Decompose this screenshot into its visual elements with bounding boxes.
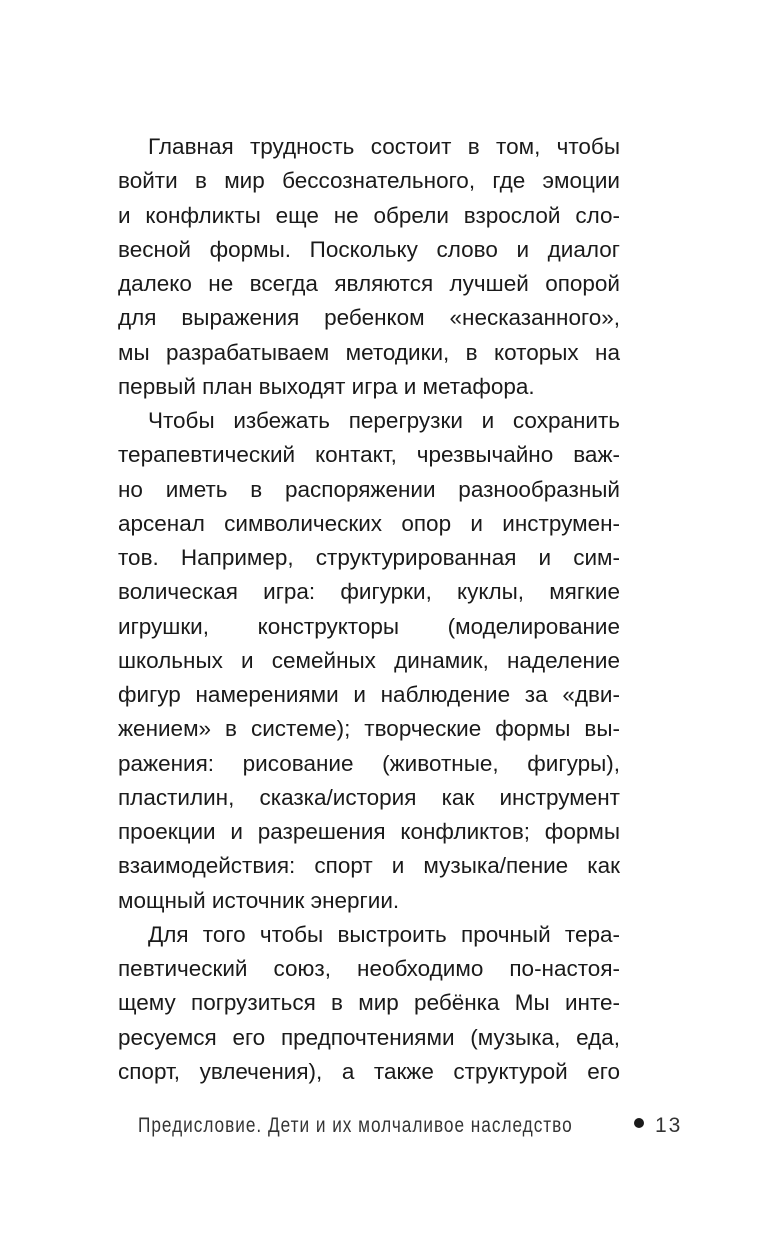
text-line: войти в мир бессознательного, где эмоции (118, 168, 620, 194)
text-line: для выражения ребенком «несказанного», (118, 305, 620, 331)
text-line: мощный источник энергии. (118, 887, 400, 913)
text-line: мы разрабатываем методики, в которых на (118, 339, 620, 365)
text-line: ражения: рисование (животные, фигуры), (118, 750, 620, 776)
text-line: Чтобы избежать перегрузки и сохранить (148, 408, 620, 433)
text-line: далеко не всегда являются лучшей опорой (118, 271, 620, 296)
body-text (118, 130, 620, 1089)
text-line: щему погрузиться в мир ребёнка Мы инте- (118, 990, 620, 1016)
text-line: фигур намерениями и наблюдение за «дви- (118, 682, 620, 707)
text-line: первый план выходят игра и метафора. (118, 373, 535, 399)
page-number: 13 (655, 1114, 683, 1137)
text-line: Главная трудность состоит в том, чтобы (148, 134, 620, 159)
text-line: терапевтический контакт, чрезвычайно важ- (118, 442, 620, 468)
text-line: Для того чтобы выстроить прочный тера- (148, 921, 620, 947)
text-line: спорт, увлечения), а также структурой его (118, 1058, 620, 1084)
running-footer (138, 1108, 683, 1144)
text-line: ресуемся его предпочтениями (музыка, еда, (118, 1024, 620, 1050)
text-line: школьных и семейных динамик, наделение (118, 647, 620, 673)
text-line: арсенал символических опор и инструмен- (118, 510, 620, 536)
text-line: но иметь в распоряжении разнообразный (118, 476, 620, 502)
bullet-icon (634, 1118, 644, 1128)
text-line: и конфликты еще не обрели взрослой сло- (118, 202, 620, 228)
text-line: взаимодействия: спорт и музыка/пение как (118, 853, 620, 879)
running-title: Предисловие. Дети и их молчаливое наследство (138, 1114, 573, 1137)
text-line: тов. Например, структурированная и сим- (118, 545, 620, 570)
text-line: пластилин, сказка/история как инструмент (118, 784, 620, 810)
text-line: игрушки, конструкторы (моделирование (118, 613, 620, 639)
text-line: певтический союз, необходимо по-настоя- (118, 956, 620, 981)
text-line: жением» в системе); творческие формы вы- (118, 716, 620, 742)
text-line: волическая игра: фигурки, куклы, мягкие (118, 579, 620, 605)
text-line: весной формы. Поскольку слово и диалог (118, 236, 620, 262)
text-line: проекции и разрешения конфликтов; формы (118, 819, 620, 844)
